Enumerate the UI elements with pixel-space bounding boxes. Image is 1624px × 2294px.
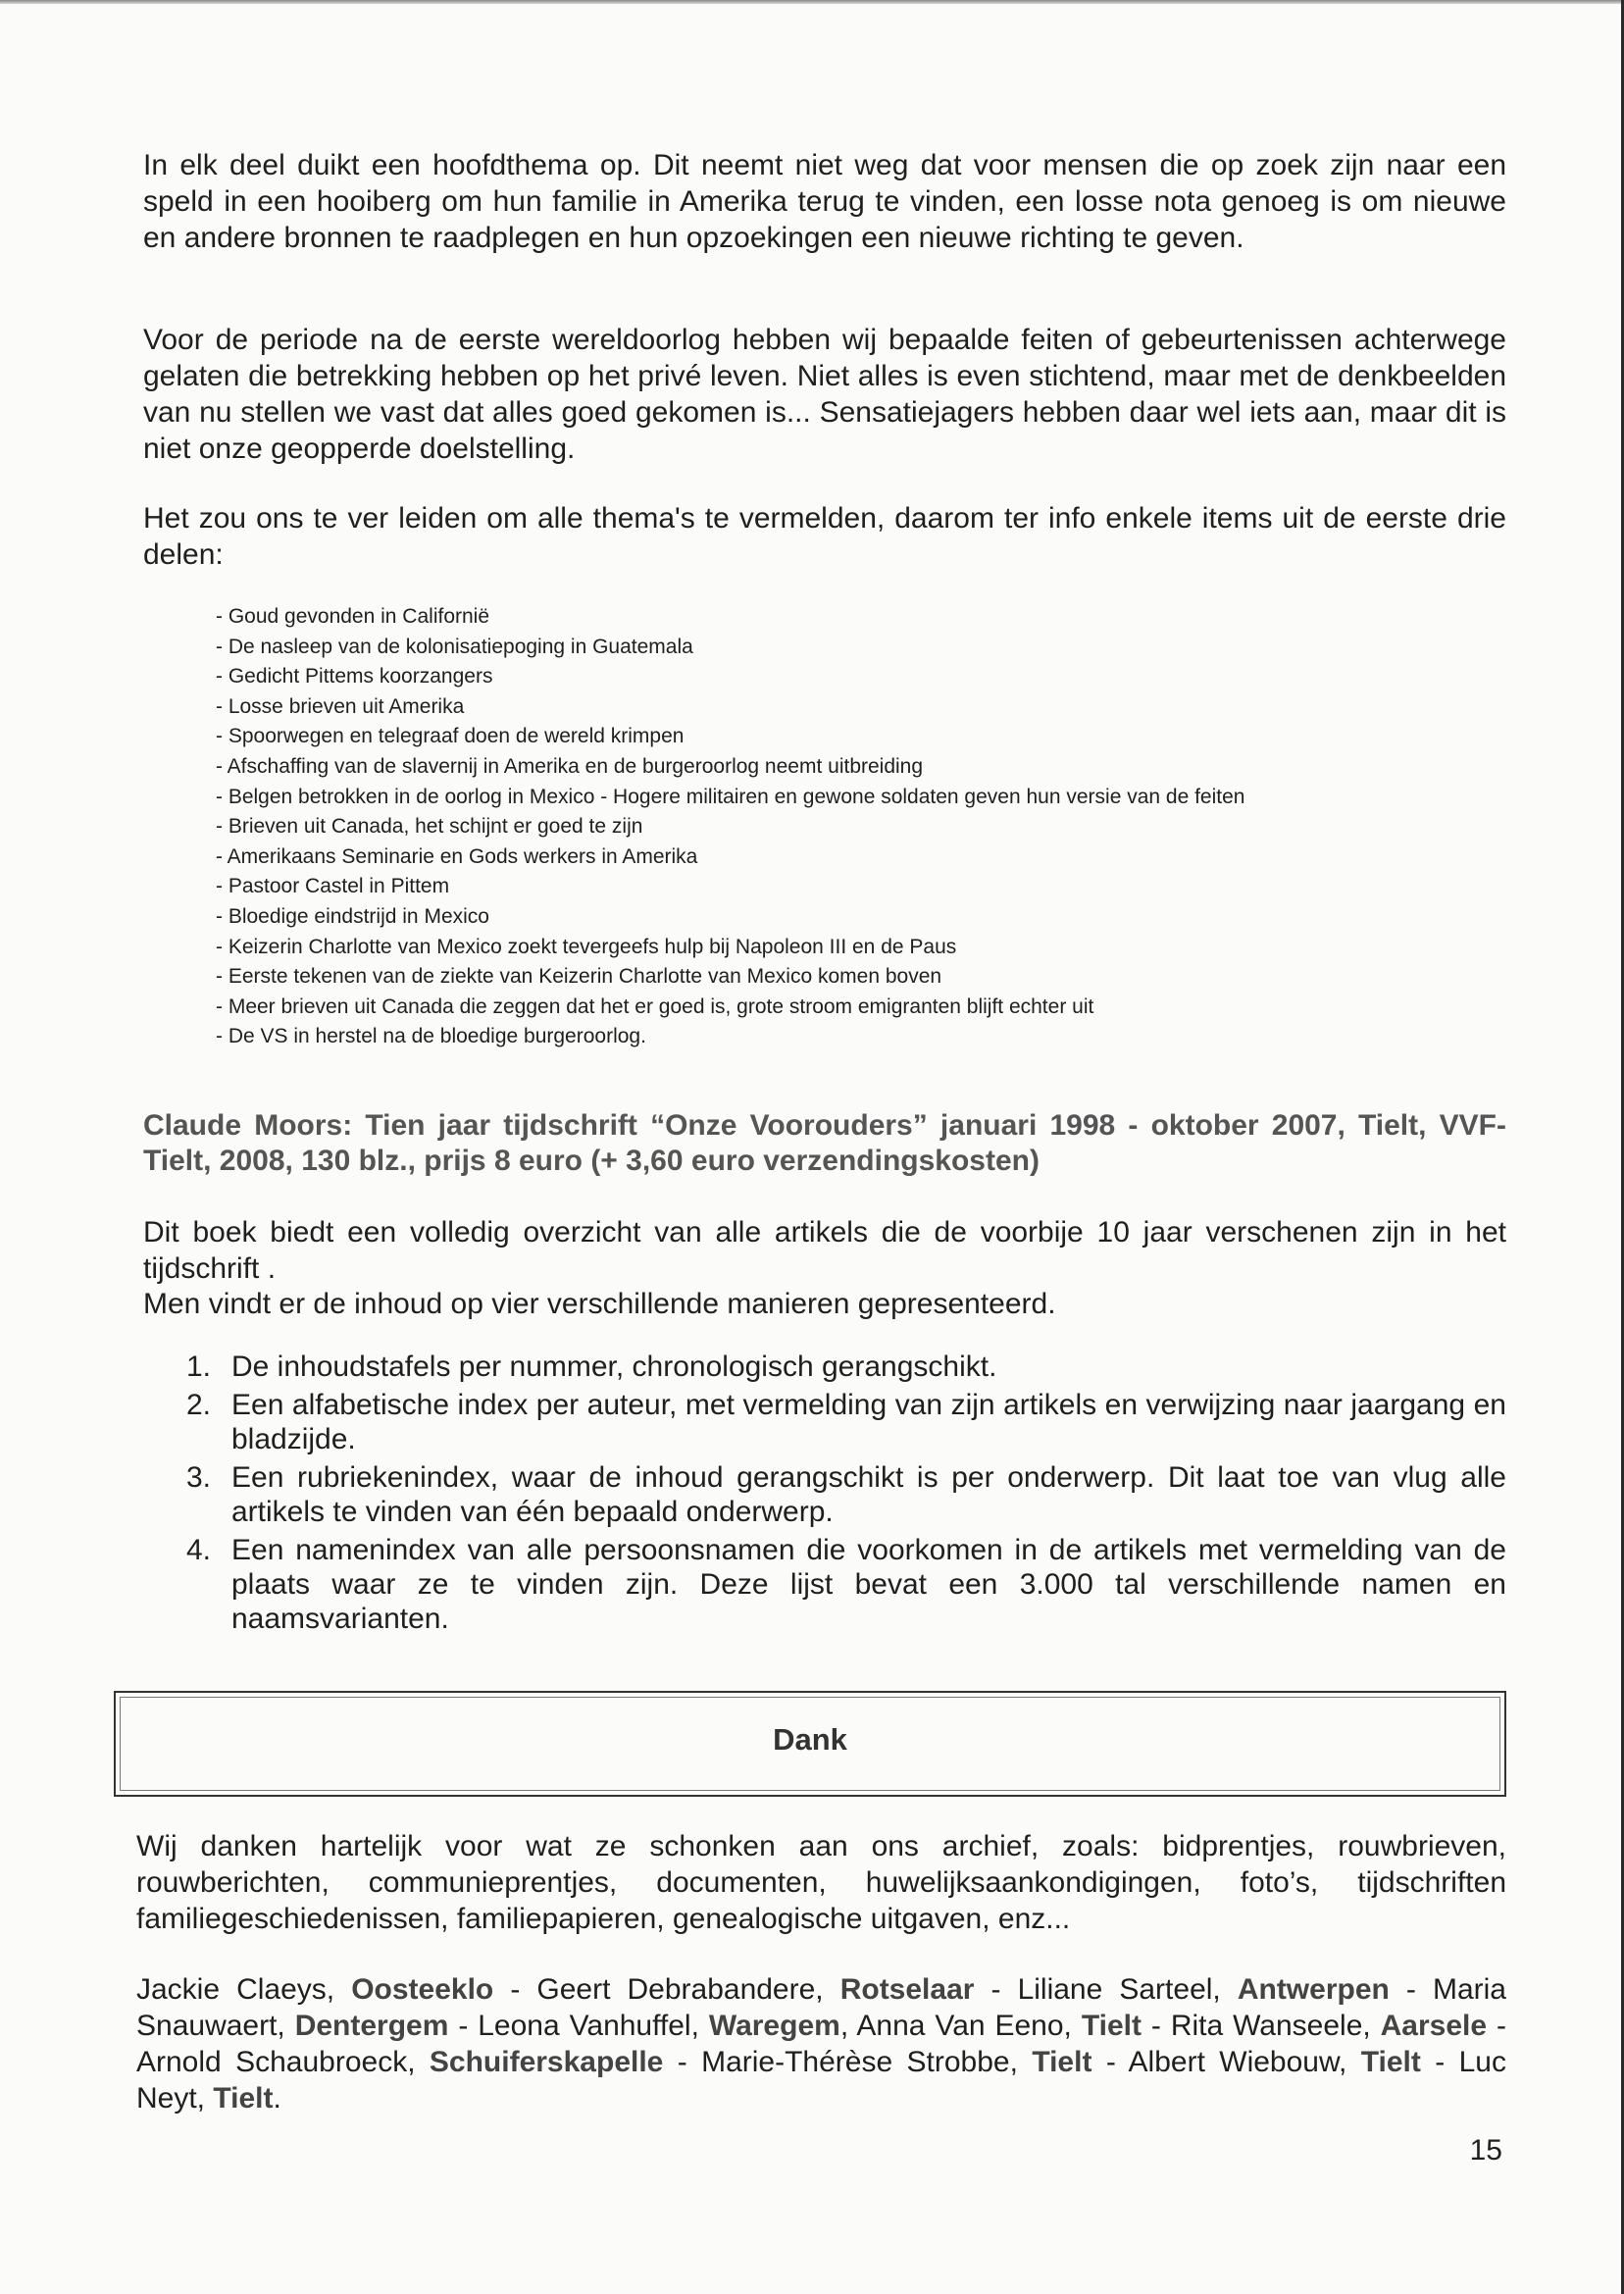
donor-separator: , (839, 2010, 857, 2042)
donor-name: Maria Snauwaert, (136, 1973, 1506, 2042)
list-number: 2. (186, 1389, 212, 1421)
list-text: Een namenindex van alle persoonsnamen die voorkomen in de artikels met vermelding van de plaats waar ze te vinden zijn. Deze lijst bevat een 3.000 tal verschillende namen en naamsvarianten. (231, 1534, 1506, 1635)
list-text: Een rubriekenindex, waar de inhoud gerangschikt is per onderwerp. Dit laat toe van vlug alle artikels te vinden van één bepaald onderwerp. (231, 1461, 1506, 1528)
list-item: - De nasleep van de kolonisatiepoging in Guatemala (216, 635, 693, 658)
donor-separator: - (1420, 2046, 1459, 2078)
donor-place: Schuiferskapelle (429, 2046, 664, 2078)
list-number: 4. (186, 1534, 212, 1566)
numbered-list-item (186, 1350, 1506, 1384)
donor-separator: - (1389, 1973, 1433, 2006)
list-item: - Belgen betrokken in de oorlog in Mexico - Hogere militairen en gewone soldaten geven hun versie van de feiten (216, 785, 1245, 808)
donor-name: Arnold Schaubroeck, (136, 2046, 430, 2078)
donor-name: Luc Neyt, (136, 2046, 1506, 2115)
donor-separator: - (1091, 2046, 1129, 2078)
donor-list (136, 1971, 1506, 2116)
list-item: - Keizerin Charlotte van Mexico zoekt tevergeefs hulp bij Napoleon III en de Paus (216, 935, 957, 958)
donor-place: Aarsele (1380, 2010, 1488, 2042)
donor-separator: . (273, 2082, 281, 2115)
donor-place: Antwerpen (1237, 1973, 1390, 2006)
numbered-list-item (186, 1388, 1506, 1456)
donor-separator: - (663, 2046, 702, 2078)
list-item: - De VS in herstel na de bloedige burgeroorlog. (216, 1025, 646, 1048)
donor-name: Leona Vanhuffel, (478, 2010, 709, 2042)
donor-name: Jackie Claeys, (136, 1973, 352, 2006)
list-item: - Goud gevonden in Californië (216, 605, 490, 628)
theme-items-list (216, 602, 1491, 1052)
donor-separator: - (448, 2010, 479, 2042)
list-item: - Losse brieven uit Amerika (216, 694, 465, 718)
presentation-ways-list (186, 1350, 1506, 1640)
book-description-2: Men vindt er de inhoud op vier verschillende manieren gepresenteerd. (143, 1288, 1056, 1320)
donor-place: Dentergem (294, 2010, 449, 2042)
donor-place: Tielt (213, 2082, 274, 2115)
donor-name: Rita Wanseele, (1170, 2010, 1381, 2042)
book-description-1: Dit boek biedt een volledig overzicht van alle artikels die de voorbije 10 jaar verschenen zijn in het tijdschrift . (143, 1216, 1506, 1285)
donor-place: Rotselaar (839, 1973, 975, 2006)
list-number: 3. (186, 1461, 212, 1494)
numbered-list-item (186, 1460, 1506, 1529)
scan-edge-top (0, 0, 1624, 4)
list-item: - Eerste tekenen van de ziekte van Keizerin Charlotte van Mexico komen boven (216, 965, 942, 989)
dank-header-box (114, 1691, 1506, 1797)
list-text: De inhoudstafels per nummer, chronologisch gerangschikt. (231, 1351, 997, 1383)
dank-title: Dank (773, 1722, 847, 1757)
numbered-list-item (186, 1533, 1506, 1636)
list-text: Een alfabetische index per auteur, met vermelding van zijn artikels en verwijzing naar jaargang en bladzijde. (231, 1389, 1506, 1455)
list-item: - Brieven uit Canada, het schijnt er goed te zijn (216, 815, 643, 839)
list-item: - Bloedige eindstrijd in Mexico (216, 904, 489, 928)
list-item: - Pastoor Castel in Pittem (216, 875, 450, 898)
list-item: - Afschaffing van de slavernij in Amerika en de burgeroorlog neemt uitbreiding (216, 754, 924, 778)
list-item: - Meer brieven uit Canada die zeggen dat het er goed is, grote stroom emigranten blijft echter uit (216, 994, 1094, 1018)
list-item: - Spoorwegen en telegraaf doen de wereld krimpen (216, 725, 685, 748)
donor-separator: - (974, 1973, 1018, 2006)
donor-separator: - (493, 1973, 537, 2006)
donor-place: Tielt (1081, 2010, 1142, 2042)
donor-separator: - (1141, 2010, 1171, 2042)
intro-paragraph-1: In elk deel duikt een hoofdthema op. Dit neemt niet weg dat voor mensen die op zoek zijn naar een speld in een hooiberg om hun familie in Amerika terug te vinden, een losse nota genoeg is om nieuwe en andere bronnen te raadplegen en hun opzoekingen een nieuwe richting te geven. (143, 149, 1506, 254)
donor-separator: - (1487, 2010, 1506, 2042)
donor-place: Oosteeklo (351, 1973, 494, 2006)
dank-intro: Wij danken hartelijk voor wat ze schonken aan ons archief, zoals: bidprentjes, rouwbrieven, rouwberichten, communieprentjes, documenten, huwelijksaankondigingen, foto’s, tijdschriften familiegeschiedenissen, familiepapieren, genealogische uitgaven, enz... (136, 1830, 1506, 1935)
book-title: Claude Moors: Tien jaar tijdschrift “Onze Voorouders” januari 1998 - oktober 2007, Tielt, VVF-Tielt, 2008, 130 blz., prijs 8 euro (+ 3,60 euro verzendingskosten) (143, 1109, 1506, 1177)
donor-name: Geert Debrabandere, (536, 1973, 840, 2006)
donor-name: Liliane Sarteel, (1017, 1973, 1238, 2006)
donor-name: Albert Wiebouw, (1128, 2046, 1361, 2078)
list-item: - Amerikaans Seminarie en Gods werkers in Amerika (216, 844, 698, 868)
page-number: 15 (1469, 2134, 1502, 2167)
intro-paragraph-3: Het zou ons te ver leiden om alle thema's te vermelden, daarom ter info enkele items uit de eerste drie delen: (143, 502, 1506, 571)
donor-name: Marie-Thérèse Strobbe, (701, 2046, 1033, 2078)
list-number: 1. (186, 1351, 212, 1383)
donor-place: Tielt (1032, 2046, 1092, 2078)
donor-place: Waregem (708, 2010, 840, 2042)
intro-paragraph-2: Voor de periode na de eerste wereldoorlog hebben wij bepaalde feiten of gebeurtenissen achterwege gelaten die betrekking hebben op het privé leven. Niet alles is even stichtend, maar met de denkbeelden van nu stellen we vast dat alles goed gekomen is... Sensatiejagers hebben daar wel iets aan, maar dit is niet onze geopperde doelstelling. (143, 324, 1506, 465)
donor-place: Tielt (1360, 2046, 1421, 2078)
list-item: - Gedicht Pittems koorzangers (216, 665, 493, 688)
donor-name: Anna Van Eeno, (856, 2010, 1082, 2042)
